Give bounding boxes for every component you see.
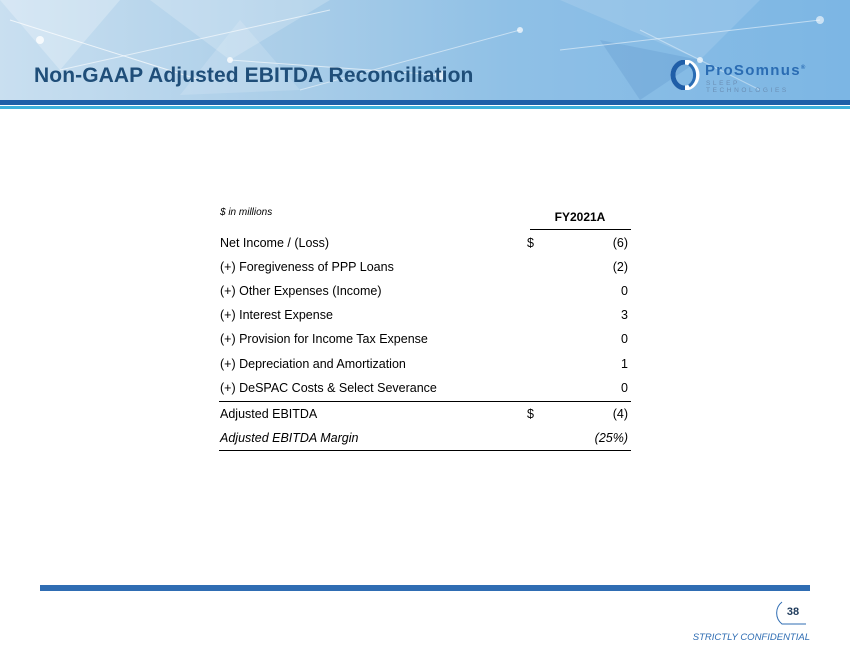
row-value: 0: [621, 381, 628, 395]
table-bottom-border: [219, 450, 631, 451]
page-number: 38: [776, 598, 810, 626]
row-value: 1: [621, 357, 628, 371]
row-value: (25%): [594, 431, 628, 445]
table-row: [220, 279, 631, 303]
confidentiality-notice: STRICTLY CONFIDENTIAL: [692, 632, 810, 643]
table-row-total: [220, 402, 631, 426]
row-value: 3: [621, 308, 628, 322]
header-accent-rule: [0, 106, 850, 109]
row-currency: $: [527, 236, 534, 250]
table-row: [220, 255, 631, 279]
table-row: [220, 376, 631, 400]
row-value: (6): [612, 236, 628, 250]
row-currency: $: [527, 407, 534, 421]
row-label: (+) Foregiveness of PPP Loans: [220, 260, 394, 274]
row-label: Adjusted EBITDA: [220, 407, 318, 421]
row-label: (+) Provision for Income Tax Expense: [220, 332, 428, 346]
row-label: (+) Depreciation and Amortization: [220, 357, 406, 371]
page-title: Non-GAAP Adjusted EBITDA Reconciliation: [34, 64, 474, 87]
row-label: (+) DeSPAC Costs & Select Severance: [220, 381, 437, 395]
row-value: (4): [612, 407, 628, 421]
table-row: [220, 303, 631, 327]
row-value: 0: [621, 332, 628, 346]
logo-mark-icon: [669, 60, 701, 90]
table-row: [220, 327, 631, 351]
logo-tagline: SLEEP TECHNOLOGIES: [706, 80, 789, 94]
row-value: 0: [621, 284, 628, 298]
table-row: [220, 231, 631, 255]
column-header-underline: [530, 229, 631, 230]
logo-name: ProSomnus®: [705, 62, 807, 79]
row-label: Net Income / (Loss): [220, 236, 330, 250]
table-row-margin: [220, 426, 631, 450]
footer-rule: [40, 585, 810, 591]
row-label: (+) Interest Expense: [220, 308, 333, 322]
table-row: [220, 352, 631, 376]
row-value: (2): [612, 260, 628, 274]
header-rule: [0, 100, 850, 105]
column-header-fy2021a: FY2021A: [554, 210, 606, 224]
row-label: (+) Other Expenses (Income): [220, 284, 382, 298]
header-banner: [0, 0, 850, 100]
row-label: Adjusted EBITDA Margin: [220, 431, 359, 445]
units-note: $ in millions: [220, 207, 273, 218]
company-logo: [669, 60, 819, 92]
